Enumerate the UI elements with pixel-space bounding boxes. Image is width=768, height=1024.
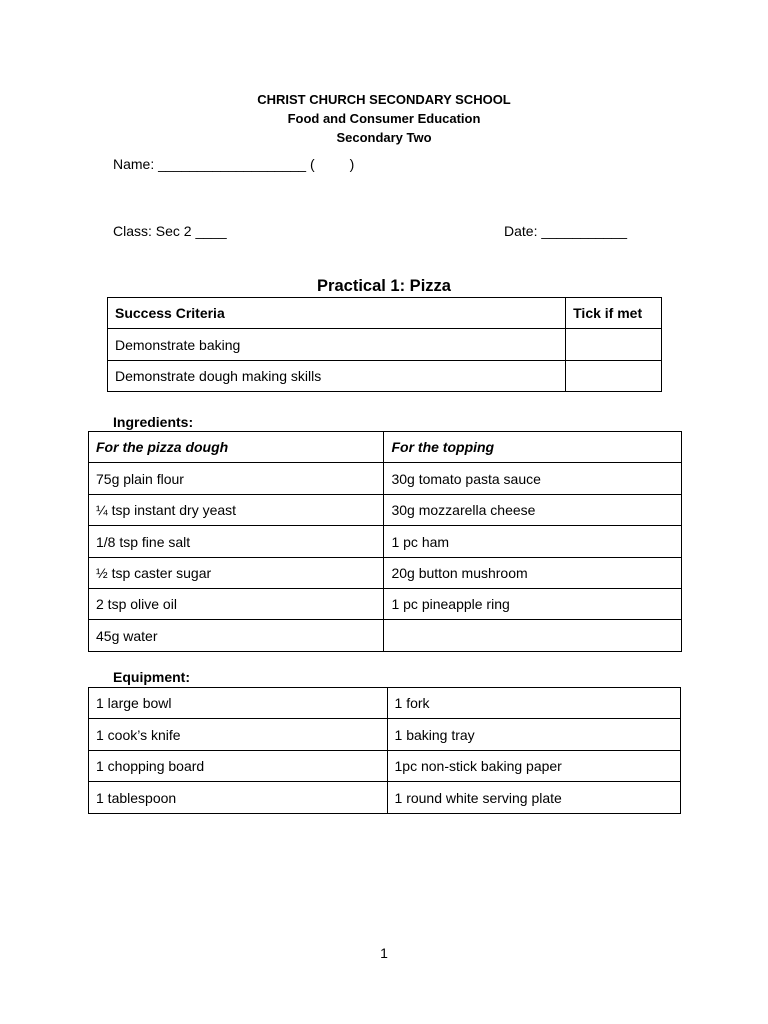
dough-ingredient: ¼ tsp instant dry yeast xyxy=(89,495,384,526)
equipment-table xyxy=(88,687,681,814)
equipment-item: 1 round white serving plate xyxy=(387,782,680,814)
criteria-text: Demonstrate baking xyxy=(108,329,566,361)
criteria-header-tick: Tick if met xyxy=(566,298,662,329)
table-row xyxy=(89,620,682,652)
table-row xyxy=(108,329,662,361)
topping-header: For the topping xyxy=(384,432,682,463)
school-name: CHRIST CHURCH SECONDARY SCHOOL xyxy=(257,92,511,107)
dough-header: For the pizza dough xyxy=(89,432,384,463)
table-row xyxy=(89,463,682,495)
ingredients-table xyxy=(88,431,682,652)
equipment-item: 1 tablespoon xyxy=(89,782,388,814)
table-row xyxy=(89,688,681,719)
level-name: Secondary Two xyxy=(336,130,432,145)
criteria-header-row xyxy=(108,298,662,329)
tick-box[interactable] xyxy=(566,329,662,361)
table-row xyxy=(89,589,682,620)
subject-name: Food and Consumer Education xyxy=(287,111,481,126)
equipment-item: 1 fork xyxy=(387,688,680,719)
table-row xyxy=(89,495,682,526)
table-row xyxy=(89,719,681,751)
criteria-text: Demonstrate dough making skills xyxy=(108,361,566,392)
name-field[interactable]: Name: ___________________ ( ) xyxy=(113,156,355,172)
table-row xyxy=(108,361,662,392)
page-number: 1 xyxy=(380,945,388,961)
dough-ingredient: 1/8 tsp fine salt xyxy=(89,526,384,558)
topping-ingredient xyxy=(384,620,682,652)
equipment-label: Equipment: xyxy=(113,669,190,685)
topping-ingredient: 1 pc ham xyxy=(384,526,682,558)
dough-ingredient: 75g plain flour xyxy=(89,463,384,495)
ingredients-header-row xyxy=(89,432,682,463)
equipment-item: 1 baking tray xyxy=(387,719,680,751)
equipment-item: 1 chopping board xyxy=(89,751,388,782)
table-row xyxy=(89,526,682,558)
class-field[interactable]: Class: Sec 2 ____ xyxy=(113,223,227,239)
equipment-item: 1pc non-stick baking paper xyxy=(387,751,680,782)
topping-ingredient: 30g mozzarella cheese xyxy=(384,495,682,526)
equipment-item: 1 cook’s knife xyxy=(89,719,388,751)
topping-ingredient: 30g tomato pasta sauce xyxy=(384,463,682,495)
ingredients-label: Ingredients: xyxy=(113,414,194,430)
criteria-table xyxy=(107,297,662,392)
topping-ingredient: 1 pc pineapple ring xyxy=(384,589,682,620)
dough-ingredient: ½ tsp caster sugar xyxy=(89,558,384,589)
tick-box[interactable] xyxy=(566,361,662,392)
dough-ingredient: 45g water xyxy=(89,620,384,652)
table-row xyxy=(89,782,681,814)
date-field[interactable]: Date: ___________ xyxy=(504,223,627,239)
table-row xyxy=(89,751,681,782)
equipment-item: 1 large bowl xyxy=(89,688,388,719)
table-row xyxy=(89,558,682,589)
topping-ingredient: 20g button mushroom xyxy=(384,558,682,589)
dough-ingredient: 2 tsp olive oil xyxy=(89,589,384,620)
practical-title: Practical 1: Pizza xyxy=(317,277,451,295)
criteria-header-criteria: Success Criteria xyxy=(108,298,566,329)
